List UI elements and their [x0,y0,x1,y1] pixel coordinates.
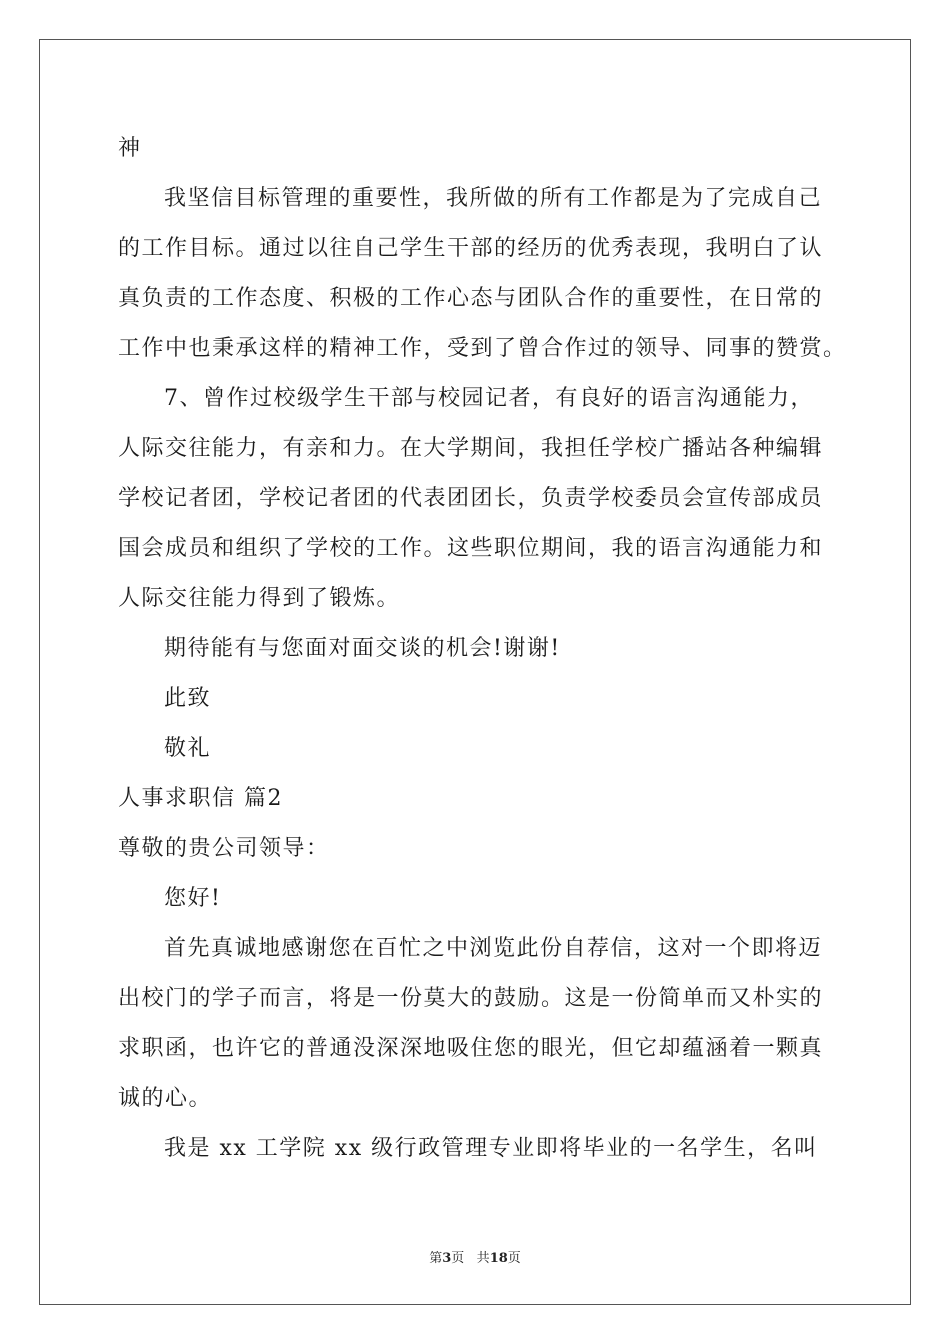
text-line: 神 [118,136,142,161]
page-footer [0,1247,950,1266]
text-line: 求职函，也许它的普通没深深地吸住您的眼光，但它却蕴涵着一颗真 [118,1036,824,1061]
letter-greeting: 尊敬的贵公司领导： [118,836,330,861]
text-line: 学校记者团，学校记者团的代表团团长，负责学校委员会宣传部成员 [118,486,824,511]
text-line: 真负责的工作态度、积极的工作心态与团队合作的重要性，在日常的 [118,286,824,311]
text-line: 出校门的学子而言，将是一份莫大的鼓励。这是一份简单而又朴实的 [118,986,824,1011]
footer-total-suffix: 页 [507,1251,521,1266]
footer-total-pages: 18 [489,1251,508,1266]
text-line: 我是 xx 工学院 xx 级行政管理专业即将毕业的一名学生，名叫 [164,1136,818,1161]
text-line: 的工作目标。通过以往自己学生干部的经历的优秀表现，我明白了认 [118,236,824,261]
document-body [118,124,847,1174]
text-line: 人际交往能力，有亲和力。在大学期间，我担任学校广播站各种编辑 [118,436,824,461]
text-line: 国会成员和组织了学校的工作。这些职位期间，我的语言沟通能力和 [118,536,824,561]
footer-page-number: 3 [442,1251,452,1266]
text-line: 期待能有与您面对面交谈的机会!谢谢! [164,636,561,661]
text-line: 首先真诚地感谢您在百忙之中浏览此份自荐信，这对一个即将迈 [164,936,823,961]
text-line: 7、曾作过校级学生干部与校园记者，有良好的语言沟通能力， [164,386,814,411]
section-heading: 人事求职信 篇2 [118,786,283,811]
footer-prefix: 第 [429,1251,443,1266]
closing-regards: 敬礼 [164,736,212,761]
text-line: 我坚信目标管理的重要性，我所做的所有工作都是为了完成自己 [164,186,823,211]
footer-page-suffix: 页 [451,1251,465,1266]
text-line: 工作中也秉承这样的精神工作，受到了曾合作过的领导、同事的赞赏。 [118,336,847,361]
closing-salutation: 此致 [164,686,212,711]
text-line: 您好! [164,886,222,911]
footer-total-prefix: 共 [476,1251,490,1266]
text-line: 诚的心。 [118,1086,213,1111]
text-line: 人际交往能力得到了锻炼。 [118,586,401,611]
